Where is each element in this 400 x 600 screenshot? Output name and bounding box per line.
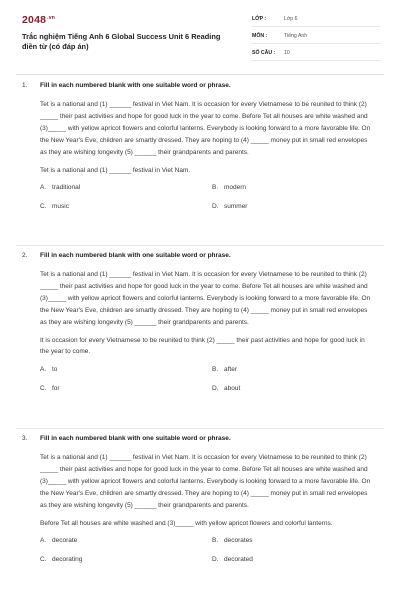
- option-d[interactable]: [212, 203, 247, 210]
- question-stem: Tet is a national and (1) ______ festival in Viet Nam.: [40, 166, 191, 174]
- option-text: to: [52, 366, 58, 374]
- meta-panel: [252, 13, 380, 64]
- meta-row-subject: [252, 30, 380, 44]
- meta-row-class: [252, 13, 380, 27]
- question-header: [22, 435, 377, 445]
- option-text: for: [52, 385, 60, 393]
- question-2: [22, 252, 377, 396]
- question-prompt: Fill in each numbered blank with one suitable word or phrase.: [40, 252, 231, 259]
- meta-key: MÔN :: [252, 33, 268, 39]
- option-letter: D.: [212, 203, 219, 211]
- meta-value: 10: [284, 50, 290, 56]
- option-letter: A.: [40, 184, 47, 192]
- answer-options: [40, 537, 375, 567]
- reading-passage: Tet is a national and (1) ______ festival in Viet Nam. It is occasion for every Vietnamese to be reunited to think (2) _____ their past activities and hope for good luck in the year to come. Before Tet all houses are white washed and (3)_____ with yellow apricot flowers and colorful lanterns. Everybody is looking forward to a more favorable life. On the New Year's Eve, children are smartly dressed. They are hoping to (4) _____ money put in small red envelopes as they are wishing longevity (5) ______ their grandparents and parents.: [40, 271, 371, 326]
- question-separator: [16, 245, 384, 246]
- question-separator: [16, 428, 384, 429]
- meta-value: Tiếng Anh: [284, 33, 308, 39]
- question-number: 1.: [22, 82, 28, 89]
- option-c[interactable]: [40, 385, 60, 392]
- question-prompt: Fill in each numbered blank with one suitable word or phrase.: [40, 435, 231, 442]
- meta-key: SỐ CÂU :: [252, 50, 276, 56]
- answer-options: [40, 366, 375, 396]
- logo-suffix: .vn: [47, 15, 55, 21]
- option-text: decorate: [52, 537, 78, 545]
- question-number: 2.: [22, 252, 28, 259]
- option-b[interactable]: [212, 184, 246, 191]
- question-stem: It is occasion for every Vietnamese to be reunited to think (2) _____ their past activities and hope for good luck in the year to come.: [40, 336, 365, 356]
- reading-passage: Tet is a national and (1) ______ festival in Viet Nam. It is occasion for every Vietnamese to be reunited to think (2) _____ their past activities and hope for good luck in the year to come. Before Tet all houses are white washed and (3)_____ with yellow apricot flowers and colorful lanterns. Everybody is looking forward to a more favorable life. On the New Year's Eve, children are smartly dressed. They are hoping to (4) _____ money put in small red envelopes as they are wishing longevity (5) ______ their grandparents and parents.: [40, 101, 371, 156]
- header-divider: [16, 74, 384, 75]
- option-a[interactable]: [40, 184, 80, 191]
- option-letter: C.: [40, 556, 47, 564]
- question-number: 3.: [22, 435, 28, 442]
- meta-value: Lớp 6: [284, 16, 298, 22]
- question-prompt: Fill in each numbered blank with one suitable word or phrase.: [40, 82, 231, 89]
- answer-options: [40, 184, 375, 214]
- option-letter: B.: [212, 537, 219, 545]
- option-letter: A.: [40, 366, 47, 374]
- question-header: [22, 252, 377, 262]
- option-b[interactable]: [212, 537, 253, 544]
- option-letter: A.: [40, 537, 47, 545]
- option-text: about: [224, 385, 241, 393]
- question-stem: Before Tet all houses are white washed and (3)_____ with yellow apricot flowers and colorful lanterns.: [40, 519, 333, 527]
- option-text: traditional: [52, 184, 81, 192]
- option-a[interactable]: [40, 537, 77, 544]
- option-text: decorating: [52, 556, 83, 564]
- question-header: [22, 82, 377, 92]
- option-text: music: [52, 203, 69, 211]
- option-text: modern: [224, 184, 247, 192]
- option-text: summer: [224, 203, 248, 211]
- page-header: [0, 0, 400, 66]
- option-d[interactable]: [212, 385, 240, 392]
- option-letter: C.: [40, 203, 47, 211]
- option-letter: D.: [212, 385, 219, 393]
- option-text: decorated: [224, 556, 253, 564]
- meta-row-count: [252, 47, 380, 61]
- page-title: Trắc nghiệm Tiếng Anh 6 Global Success Unit 6 Reading điền từ (có đáp án): [22, 32, 221, 51]
- option-c[interactable]: [40, 203, 69, 210]
- option-b[interactable]: [212, 366, 237, 373]
- meta-key: LỚP :: [252, 16, 267, 22]
- option-a[interactable]: [40, 366, 57, 373]
- option-letter: C.: [40, 385, 47, 393]
- logo-text: 2048: [22, 14, 47, 26]
- question-3: [22, 435, 377, 567]
- option-text: decorates: [224, 537, 253, 545]
- site-logo[interactable]: [22, 14, 55, 26]
- option-letter: B.: [212, 366, 219, 374]
- reading-passage: Tet is a national and (1) ______ festival in Viet Nam. It is occasion for every Vietnamese to be reunited to think (2) _____ their past activities and hope for good luck in the year to come. Before Tet all houses are white washed and (3)_____ with yellow apricot flowers and colorful lanterns. Everybody is looking forward to a more favorable life. On the New Year's Eve, children are smartly dressed. They are hoping to (4) _____ money put in small red envelopes as they are wishing longevity (5) ______ their grandparents and parents.: [40, 454, 371, 509]
- option-letter: B.: [212, 184, 219, 192]
- option-letter: D.: [212, 556, 219, 564]
- question-1: [22, 82, 377, 214]
- option-d[interactable]: [212, 556, 253, 563]
- option-text: after: [224, 366, 238, 374]
- option-c[interactable]: [40, 556, 82, 563]
